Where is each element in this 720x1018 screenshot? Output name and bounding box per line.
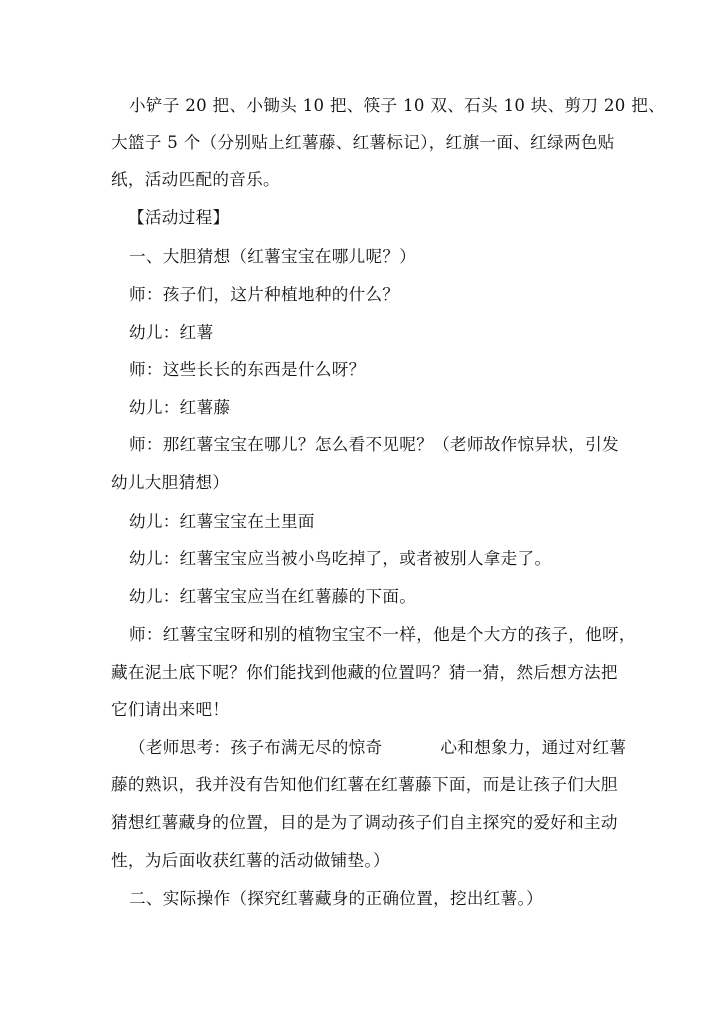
dialogue-line: 师：红薯宝宝呀和别的植物宝宝不一样，他是个大方的孩子，他呀， (129, 625, 636, 644)
dialogue-line: 师：这些长长的东西是什么呀？ (129, 360, 366, 379)
reflection-line-2: 藤的熟识，我并没有告知他们红薯在红薯藤下面，而是让孩子们大胆 (111, 775, 618, 794)
reflection-text: 心和想象力，通过对红薯 (440, 738, 627, 757)
dialogue-line: 幼儿：红薯宝宝应当在红薯藤的下面。 (129, 587, 417, 606)
reflection-text: （老师思考：孩子布满无尽的惊奇 (129, 738, 383, 757)
section-title: 【活动过程】 (128, 208, 230, 227)
part2-heading: 二、实际操作（探究红薯藏身的正确位置，挖出红薯。） (129, 889, 544, 908)
dialogue-line: 师：孩子们，这片种植地种的什么？ (129, 285, 400, 304)
reflection-line-3: 猜想红薯藏身的位置，目的是为了调动孩子们自主探究的爱好和主动 (111, 813, 618, 832)
materials-line-3: 纸，活动匹配的音乐。 (111, 170, 280, 189)
dialogue-line: 幼儿：红薯宝宝应当被小鸟吃掉了，或者被别人拿走了。 (129, 549, 552, 568)
reflection-line-1 (129, 737, 626, 759)
part1-heading: 一、大胆猜想（红薯宝宝在哪儿呢？） (129, 247, 417, 266)
dialogue-line: 它们请出来吧！ (111, 700, 230, 719)
dialogue-line: 师：那红薯宝宝在哪儿？怎么看不见呢？（老师故作惊异状，引发 (129, 435, 619, 454)
materials-line-1: 小铲子 20 把、小锄头 10 把、筷子 10 双、石头 10 块、剪刀 20 把、 (129, 96, 665, 115)
dialogue-line: 幼儿：红薯 (129, 323, 214, 342)
dialogue-line: 幼儿：红薯藤 (129, 398, 231, 417)
dialogue-line: 藏在泥土底下呢？你们能找到他藏的位置吗？猜一猜，然后想方法把 (111, 663, 618, 682)
reflection-line-4: 性，为后面收获红薯的活动做铺垫。） (111, 851, 390, 870)
dialogue-line: 幼儿大胆猜想） (111, 473, 230, 492)
materials-line-2: 大篮子 5 个（分别贴上红薯藤、红薯标记），红旗一面、红绿两色贴 (111, 133, 615, 152)
dialogue-line: 幼儿：红薯宝宝在土里面 (129, 512, 315, 531)
